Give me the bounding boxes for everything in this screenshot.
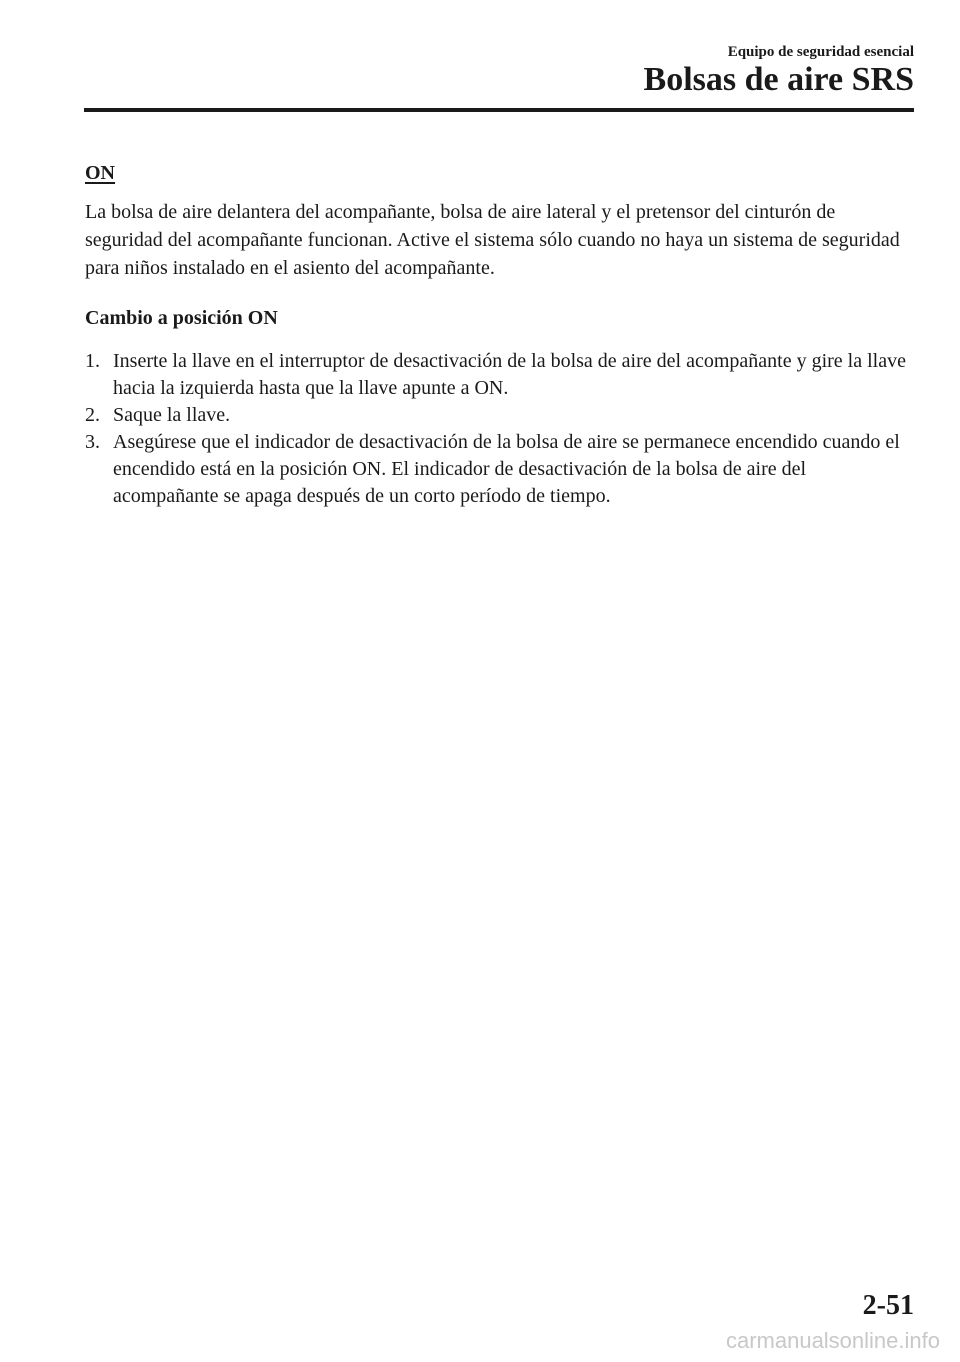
main-content xyxy=(85,160,915,510)
page-number: 2-51 xyxy=(862,1290,914,1321)
procedure-steps xyxy=(85,348,915,510)
step-number: 1. xyxy=(85,350,100,372)
section-paragraph: La bolsa de aire delantera del acompañante, bolsa de aire lateral y el pretensor del cinturón de seguridad del acompañante funcionan. Active el sistema sólo cuando no haya un sistema de seguridad para niños instalado en el asiento del acompañante. xyxy=(85,201,900,279)
watermark: carmanualsonline.info xyxy=(725,1328,940,1353)
procedure-step-3 xyxy=(85,429,915,510)
step-text: Inserte la llave en el interruptor de desactivación de la bolsa de aire del acompañante y gire la llave hacia la izquierda hasta que la llave apunte a ON. xyxy=(113,350,906,399)
header-divider xyxy=(84,108,914,112)
section-heading-on: ON xyxy=(85,162,115,184)
procedure-step-2 xyxy=(85,402,915,429)
step-text: Asegúrese que el indicador de desactivación de la bolsa de aire se permanece encendido cuando el encendido está en la posición ON. El indicador de desactivación de la bolsa de aire del acompañante se apaga después de un corto período de tiempo. xyxy=(113,431,900,507)
procedure-step-1 xyxy=(85,348,915,402)
step-number: 3. xyxy=(85,431,100,453)
procedure-heading: Cambio a posición ON xyxy=(85,307,278,329)
page-title: Bolsas de aire SRS xyxy=(643,61,914,98)
chapter-subtitle: Equipo de seguridad esencial xyxy=(727,44,914,60)
step-text: Saque la llave. xyxy=(113,404,231,426)
step-number: 2. xyxy=(85,404,100,426)
